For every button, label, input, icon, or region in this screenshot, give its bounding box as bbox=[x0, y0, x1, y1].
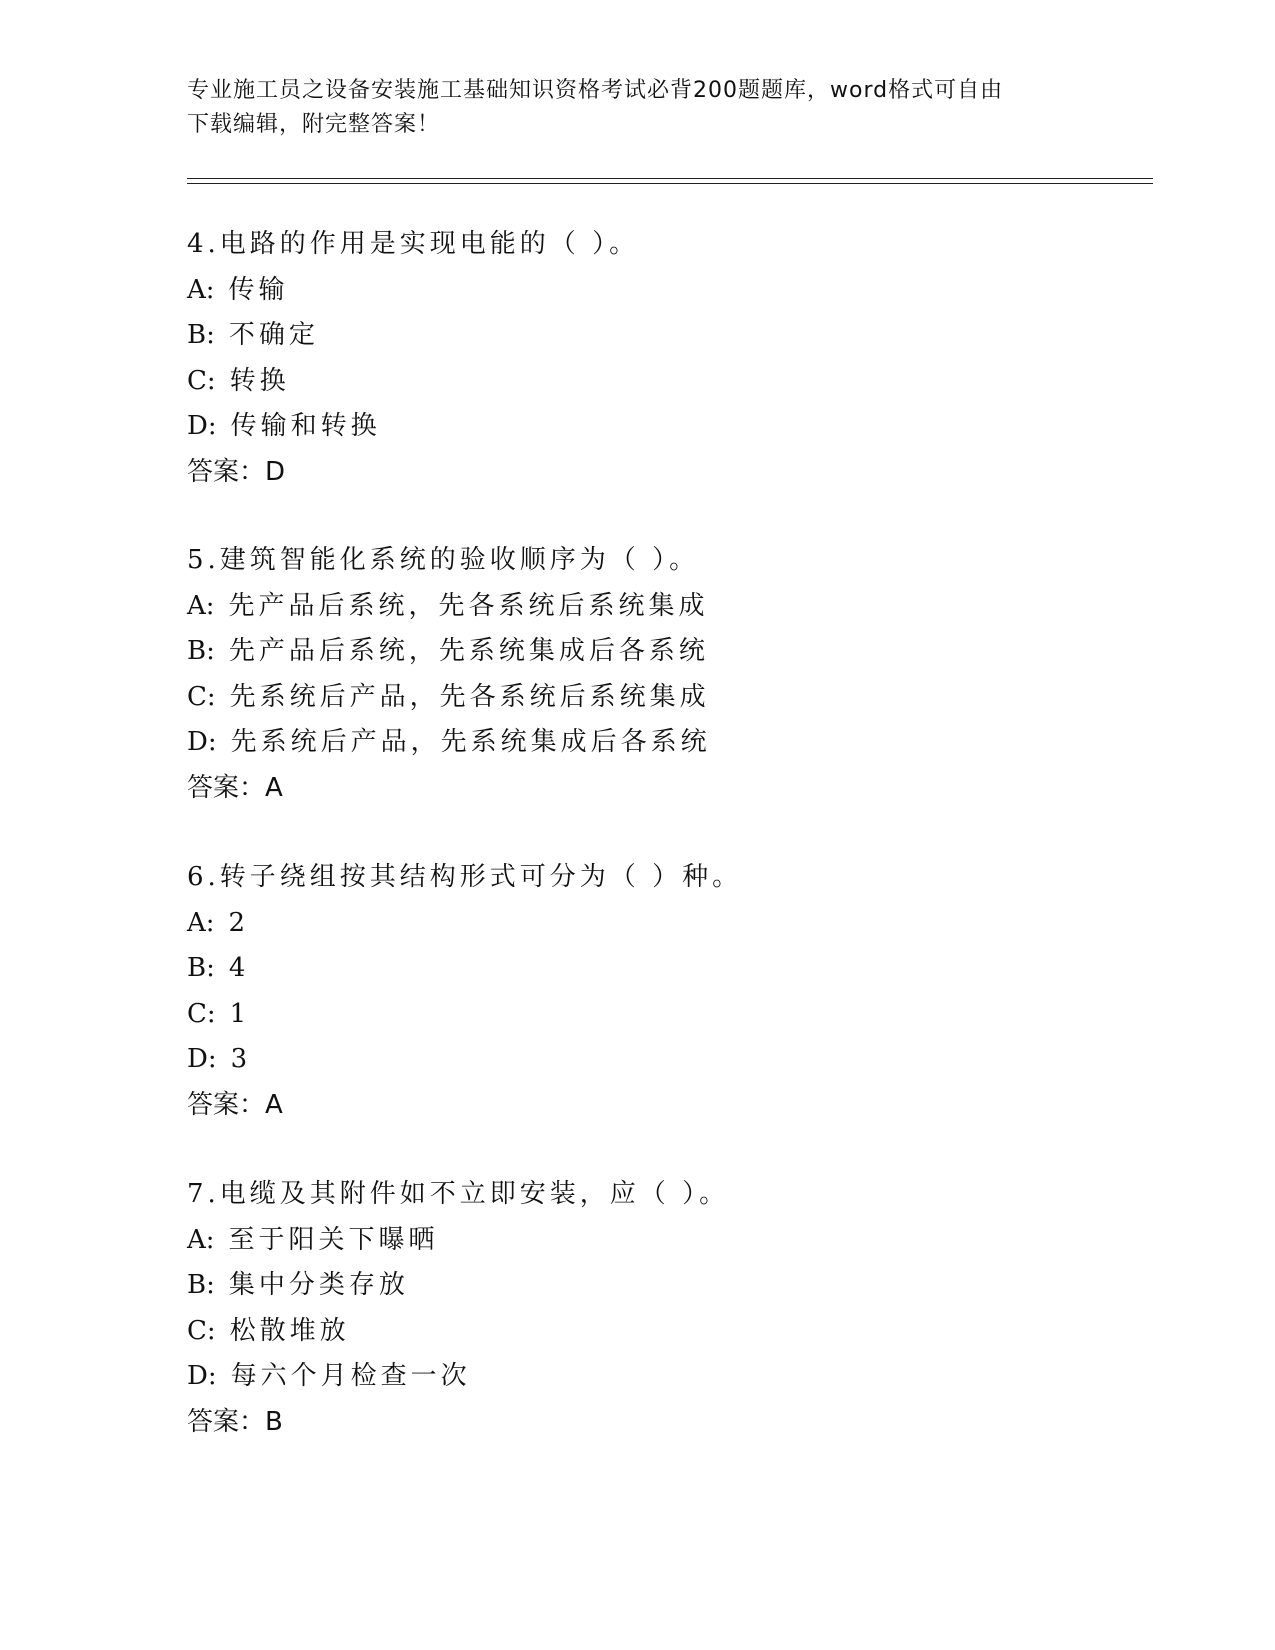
option-text: 1 bbox=[229, 998, 251, 1029]
option-text: 至于阳关下曝晒 bbox=[228, 1224, 439, 1255]
answer-label: 答案： bbox=[187, 1406, 266, 1437]
option-b: B: 集中分类存放 bbox=[187, 1270, 409, 1300]
option-c: C: 先系统后产品，先各系统后系统集成 bbox=[187, 681, 710, 712]
answer-value: A bbox=[265, 1089, 283, 1120]
header-line-2: 下载编辑，附完整答案！ bbox=[187, 112, 441, 137]
option-c: C: 松散堆放 bbox=[187, 1315, 350, 1346]
option-b: B: 不确定 bbox=[187, 320, 319, 350]
answer-value: D bbox=[265, 456, 286, 487]
header-line-1: 专业施工员之设备安装施工基础知识资格考试必背200题题库，word格式可自由 bbox=[187, 78, 1004, 103]
option-text: 传输和转换 bbox=[230, 411, 381, 441]
option-d: D: 3 bbox=[187, 1044, 252, 1074]
option-text: 传输 bbox=[228, 274, 289, 305]
option-letter: B bbox=[187, 636, 207, 666]
question-7 bbox=[187, 1172, 1087, 1445]
option-c: C: 转换 bbox=[187, 365, 290, 396]
option-b: B: 先产品后系统，先系统集成后各系统 bbox=[187, 636, 709, 666]
option-a: A: 先产品后系统，先各系统后系统集成 bbox=[187, 590, 709, 621]
option-text: 转换 bbox=[229, 365, 290, 396]
option-d: D: 传输和转换 bbox=[187, 411, 381, 441]
option-letter: C bbox=[187, 998, 207, 1029]
answer-label: 答案： bbox=[187, 456, 266, 487]
header-divider-bottom bbox=[187, 183, 1153, 184]
header-divider-top bbox=[187, 178, 1153, 179]
option-c: C: 1 bbox=[187, 998, 251, 1029]
option-letter: A bbox=[187, 907, 206, 938]
answer-value: A bbox=[265, 772, 283, 803]
option-letter: C bbox=[187, 365, 207, 396]
option-letter: C bbox=[187, 681, 207, 712]
option-text: 先产品后系统，先各系统后系统集成 bbox=[228, 590, 709, 621]
option-a: A: 传输 bbox=[187, 274, 289, 305]
option-text: 不确定 bbox=[228, 320, 319, 350]
option-letter: D bbox=[187, 727, 208, 757]
option-text: 先系统后产品，先各系统后系统集成 bbox=[229, 681, 710, 712]
option-text: 2 bbox=[228, 907, 250, 938]
question-stem: 5.建筑智能化系统的验收顺序为（ ）。 bbox=[187, 545, 700, 575]
answer-label: 答案： bbox=[187, 772, 266, 803]
option-text: 3 bbox=[230, 1044, 252, 1074]
answer-line bbox=[187, 450, 1087, 496]
option-d: D: 先系统后产品，先系统集成后各系统 bbox=[187, 727, 711, 757]
option-d: D: 每六个月检查一次 bbox=[187, 1361, 471, 1391]
option-letter: B bbox=[187, 953, 207, 983]
option-letter: A bbox=[187, 274, 206, 305]
option-text: 每六个月检查一次 bbox=[230, 1361, 471, 1391]
option-text: 先系统后产品，先系统集成后各系统 bbox=[230, 727, 711, 757]
option-letter: D bbox=[187, 1044, 208, 1074]
question-4 bbox=[187, 222, 1087, 495]
option-letter: B bbox=[187, 1270, 207, 1300]
option-letter: D bbox=[187, 411, 208, 441]
question-stem: 7.电缆及其附件如不立即安装，应（ ）。 bbox=[187, 1179, 730, 1209]
answer-line bbox=[187, 1400, 1087, 1446]
option-letter: A bbox=[187, 590, 206, 621]
question-stem: 4.电路的作用是实现电能的（ ）。 bbox=[187, 229, 640, 259]
option-letter: A bbox=[187, 1224, 206, 1255]
option-text: 松散堆放 bbox=[229, 1315, 350, 1346]
option-text: 集中分类存放 bbox=[228, 1270, 409, 1300]
question-5 bbox=[187, 538, 1087, 811]
option-text: 先产品后系统，先系统集成后各系统 bbox=[228, 636, 709, 666]
question-stem: 6.转子绕组按其结构形式可分为（ ）种。 bbox=[187, 862, 743, 892]
option-a: A: 2 bbox=[187, 907, 250, 938]
option-letter: B bbox=[187, 320, 207, 350]
option-b: B: 4 bbox=[187, 953, 250, 983]
answer-line bbox=[187, 766, 1087, 812]
question-6 bbox=[187, 855, 1087, 1128]
document-header bbox=[187, 74, 1067, 142]
answer-line bbox=[187, 1083, 1087, 1129]
option-a: A: 至于阳关下曝晒 bbox=[187, 1224, 439, 1255]
option-text: 4 bbox=[228, 953, 250, 983]
option-letter: D bbox=[187, 1361, 208, 1391]
answer-value: B bbox=[265, 1406, 283, 1437]
option-letter: C bbox=[187, 1315, 207, 1346]
answer-label: 答案： bbox=[187, 1089, 266, 1120]
